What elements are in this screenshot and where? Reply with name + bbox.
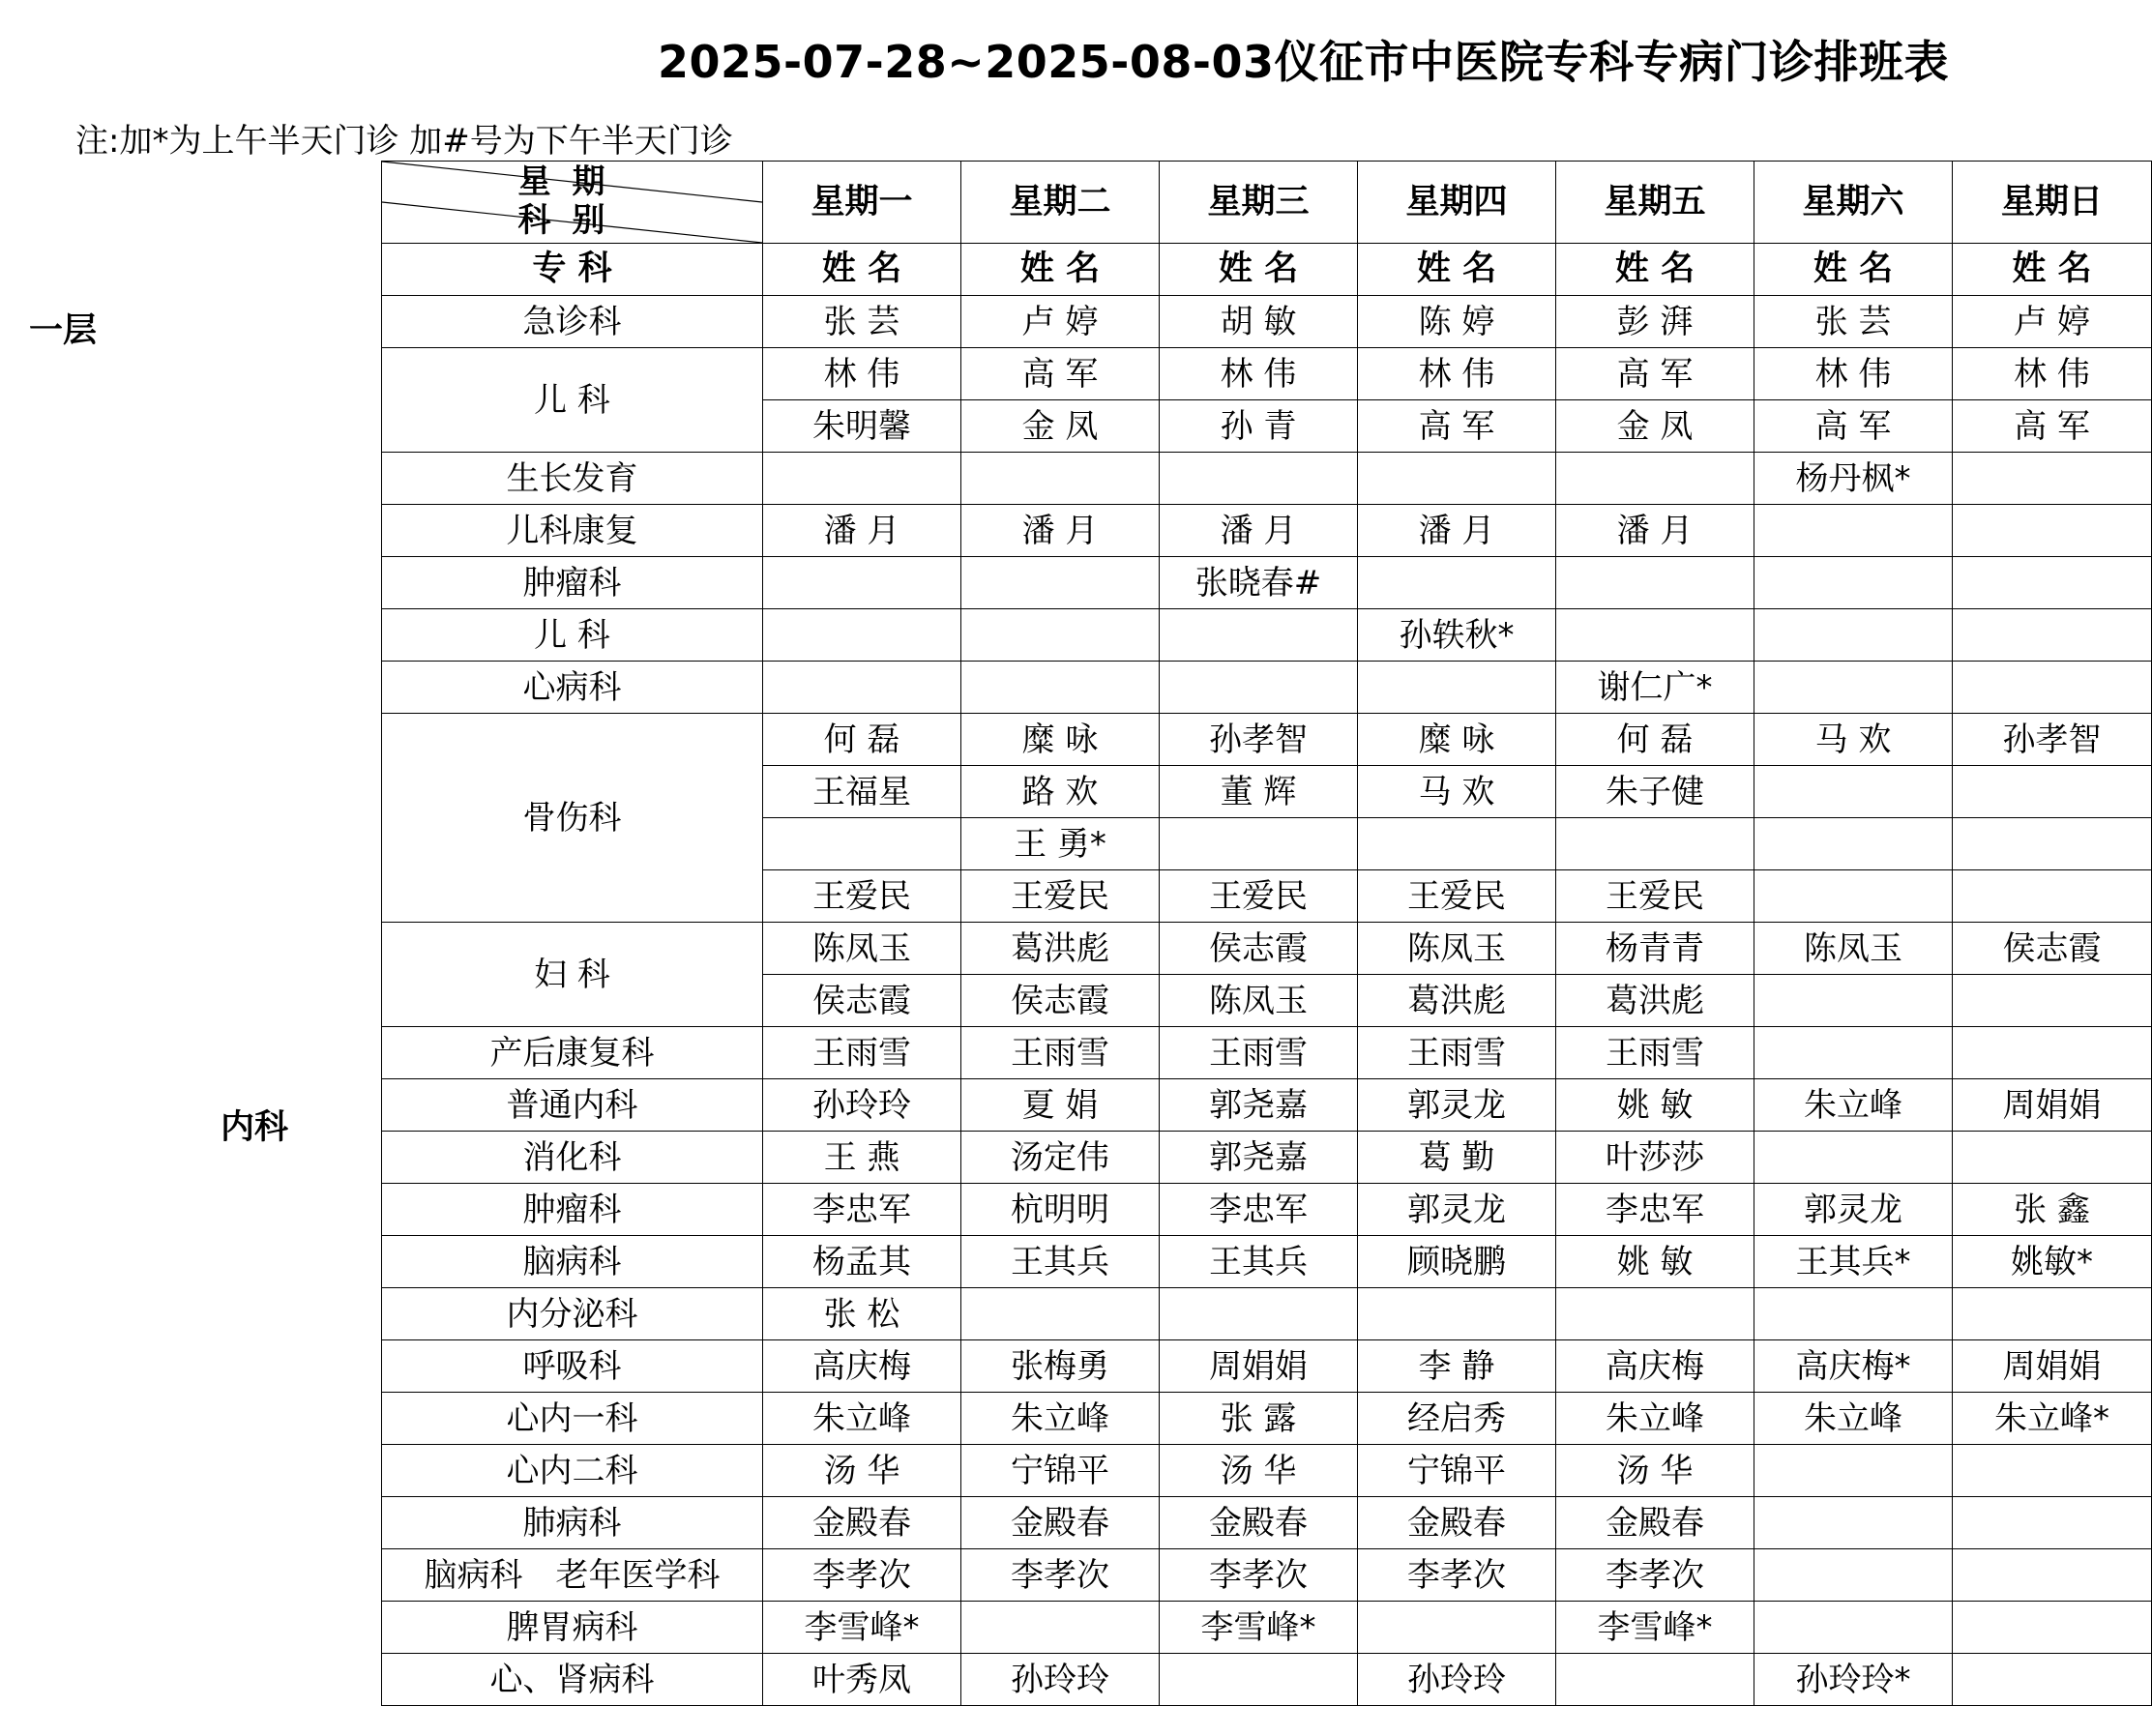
- schedule-table: [381, 161, 2152, 1706]
- doctor-cell: 彭 湃: [1556, 296, 1754, 348]
- doctor-cell: 朱立峰: [763, 1393, 961, 1445]
- doctor-cell: [1556, 1654, 1754, 1706]
- doctor-cell: 王雨雪: [763, 1027, 961, 1079]
- doctor-cell: 高 军: [961, 348, 1160, 400]
- table-row: [382, 1340, 2152, 1393]
- doctor-cell: 李雪峰*: [763, 1602, 961, 1654]
- doctor-cell: [961, 557, 1160, 609]
- doctor-cell: 汤定伟: [961, 1132, 1160, 1184]
- doctor-cell: [961, 453, 1160, 505]
- doctor-cell: 王爱民: [763, 870, 961, 923]
- doctor-cell: 张 松: [763, 1288, 961, 1340]
- doctor-cell: 孙玲玲: [1358, 1654, 1556, 1706]
- doctor-cell: 李忠军: [1160, 1184, 1358, 1236]
- doctor-cell: 张 芸: [1754, 296, 1953, 348]
- department-cell: 急诊科: [382, 296, 763, 348]
- name-header: 姓 名: [1358, 244, 1556, 296]
- doctor-cell: 杭明明: [961, 1184, 1160, 1236]
- doctor-cell: 李忠军: [1556, 1184, 1754, 1236]
- doctor-cell: [961, 1288, 1160, 1340]
- doctor-cell: [1953, 818, 2152, 870]
- doctor-cell: 孙孝智: [1953, 714, 2152, 766]
- doctor-cell: [763, 453, 961, 505]
- doctor-cell: [1160, 609, 1358, 662]
- doctor-cell: 王雨雪: [1358, 1027, 1556, 1079]
- doctor-cell: [1754, 1027, 1953, 1079]
- doctor-cell: 周娟娟: [1160, 1340, 1358, 1393]
- doctor-cell: 高 军: [1754, 400, 1953, 453]
- header-row: [382, 162, 2152, 244]
- department-cell: 心、肾病科: [382, 1654, 763, 1706]
- doctor-cell: [1754, 1132, 1953, 1184]
- doctor-cell: 路 欢: [961, 766, 1160, 818]
- doctor-cell: 夏 娟: [961, 1079, 1160, 1132]
- name-header: 姓 名: [1160, 244, 1358, 296]
- department-cell: 脑病科 老年医学科: [382, 1549, 763, 1602]
- doctor-cell: [1754, 1549, 1953, 1602]
- doctor-cell: 李忠军: [763, 1184, 961, 1236]
- doctor-cell: 金殿春: [1358, 1497, 1556, 1549]
- doctor-cell: [1358, 662, 1556, 714]
- doctor-cell: 周娟娟: [1953, 1079, 2152, 1132]
- doctor-cell: [1358, 1288, 1556, 1340]
- doctor-cell: [1556, 1288, 1754, 1340]
- doctor-cell: 王爱民: [1556, 870, 1754, 923]
- doctor-cell: 王爱民: [1160, 870, 1358, 923]
- doctor-cell: 侯志霞: [961, 975, 1160, 1027]
- section-label: 内科: [221, 1108, 289, 1147]
- doctor-cell: [1953, 1497, 2152, 1549]
- doctor-cell: 李孝次: [961, 1549, 1160, 1602]
- doctor-cell: 王其兵: [961, 1236, 1160, 1288]
- doctor-cell: 高 军: [1953, 400, 2152, 453]
- doctor-cell: 王其兵*: [1754, 1236, 1953, 1288]
- doctor-cell: 李雪峰*: [1160, 1602, 1358, 1654]
- doctor-cell: [1953, 557, 2152, 609]
- doctor-cell: 王爱民: [1358, 870, 1556, 923]
- doctor-cell: 侯志霞: [763, 975, 961, 1027]
- table-row: [382, 505, 2152, 557]
- doctor-cell: [1754, 766, 1953, 818]
- doctor-cell: 经启秀: [1358, 1393, 1556, 1445]
- doctor-cell: 高庆梅: [763, 1340, 961, 1393]
- doctor-cell: 孙孝智: [1160, 714, 1358, 766]
- doctor-cell: 马 欢: [1754, 714, 1953, 766]
- corner-department-label: 科别: [517, 201, 627, 240]
- doctor-cell: [1754, 1497, 1953, 1549]
- doctor-cell: 董 辉: [1160, 766, 1358, 818]
- doctor-cell: 潘 月: [1160, 505, 1358, 557]
- doctor-cell: [1358, 1602, 1556, 1654]
- doctor-cell: 葛洪彪: [1556, 975, 1754, 1027]
- day-header-fri: 星期五: [1556, 162, 1754, 244]
- doctor-cell: [1160, 453, 1358, 505]
- doctor-cell: [1953, 975, 2152, 1027]
- doctor-cell: 高庆梅*: [1754, 1340, 1953, 1393]
- doctor-cell: [1953, 1288, 2152, 1340]
- doctor-cell: [1754, 609, 1953, 662]
- table-row: [382, 1497, 2152, 1549]
- table-row: [382, 662, 2152, 714]
- subheader-row: [382, 244, 2152, 296]
- doctor-cell: 姚敏*: [1953, 1236, 2152, 1288]
- doctor-cell: 朱明馨: [763, 400, 961, 453]
- doctor-cell: [763, 818, 961, 870]
- doctor-cell: 顾晓鹏: [1358, 1236, 1556, 1288]
- doctor-cell: 姚 敏: [1556, 1079, 1754, 1132]
- doctor-cell: 何 磊: [763, 714, 961, 766]
- doctor-cell: [1754, 870, 1953, 923]
- doctor-cell: [763, 609, 961, 662]
- department-cell: 骨伤科: [382, 714, 763, 923]
- doctor-cell: 陈凤玉: [1358, 923, 1556, 975]
- table-row: [382, 923, 2152, 975]
- department-cell: 妇 科: [382, 923, 763, 1027]
- legend-note: 注:加*为上午半天门诊 加#号为下午半天门诊: [75, 122, 733, 161]
- name-header: 姓 名: [1754, 244, 1953, 296]
- doctor-cell: [1953, 1027, 2152, 1079]
- doctor-cell: 胡 敏: [1160, 296, 1358, 348]
- doctor-cell: 郭尧嘉: [1160, 1079, 1358, 1132]
- doctor-cell: 糜 咏: [1358, 714, 1556, 766]
- doctor-cell: 高庆梅: [1556, 1340, 1754, 1393]
- doctor-cell: 王 燕: [763, 1132, 961, 1184]
- table-row: [382, 1132, 2152, 1184]
- specialty-header: 专 科: [382, 244, 763, 296]
- doctor-cell: 杨青青: [1556, 923, 1754, 975]
- doctor-cell: [1754, 975, 1953, 1027]
- department-cell: 呼吸科: [382, 1340, 763, 1393]
- department-cell: 儿 科: [382, 348, 763, 453]
- doctor-cell: 卢 婷: [1953, 296, 2152, 348]
- day-header-mon: 星期一: [763, 162, 961, 244]
- page-title: 2025-07-28~2025-08-03仪征市中医院专科专病门诊排班表: [658, 36, 1950, 88]
- doctor-cell: 王 勇*: [961, 818, 1160, 870]
- doctor-cell: [1556, 609, 1754, 662]
- department-cell: 产后康复科: [382, 1027, 763, 1079]
- department-cell: 脾胃病科: [382, 1602, 763, 1654]
- table-row: [382, 1079, 2152, 1132]
- doctor-cell: [1754, 557, 1953, 609]
- doctor-cell: 王雨雪: [1160, 1027, 1358, 1079]
- doctor-cell: [1358, 557, 1556, 609]
- doctor-cell: 叶莎莎: [1556, 1132, 1754, 1184]
- doctor-cell: 金 凤: [961, 400, 1160, 453]
- doctor-cell: 张 芸: [763, 296, 961, 348]
- doctor-cell: 孙玲玲: [961, 1654, 1160, 1706]
- doctor-cell: [1953, 870, 2152, 923]
- department-cell: 脑病科: [382, 1236, 763, 1288]
- doctor-cell: 朱立峰*: [1953, 1393, 2152, 1445]
- table-row: [382, 557, 2152, 609]
- doctor-cell: [961, 1602, 1160, 1654]
- doctor-cell: [1556, 453, 1754, 505]
- doctor-cell: 潘 月: [763, 505, 961, 557]
- doctor-cell: 林 伟: [1160, 348, 1358, 400]
- department-cell: 心内二科: [382, 1445, 763, 1497]
- doctor-cell: 李孝次: [763, 1549, 961, 1602]
- doctor-cell: [1556, 818, 1754, 870]
- doctor-cell: 葛 勤: [1358, 1132, 1556, 1184]
- department-cell: 肿瘤科: [382, 1184, 763, 1236]
- doctor-cell: 侯志霞: [1953, 923, 2152, 975]
- doctor-cell: [1556, 557, 1754, 609]
- doctor-cell: 马 欢: [1358, 766, 1556, 818]
- table-row: [382, 1602, 2152, 1654]
- name-header: 姓 名: [1556, 244, 1754, 296]
- doctor-cell: [1953, 766, 2152, 818]
- doctor-cell: 王其兵: [1160, 1236, 1358, 1288]
- doctor-cell: 叶秀凤: [763, 1654, 961, 1706]
- doctor-cell: [1953, 1549, 2152, 1602]
- doctor-cell: [1953, 1654, 2152, 1706]
- doctor-cell: 汤 华: [763, 1445, 961, 1497]
- doctor-cell: 张 鑫: [1953, 1184, 2152, 1236]
- doctor-cell: 王福星: [763, 766, 961, 818]
- doctor-cell: 高 军: [1556, 348, 1754, 400]
- doctor-cell: [961, 609, 1160, 662]
- doctor-cell: 宁锦平: [961, 1445, 1160, 1497]
- doctor-cell: 汤 华: [1160, 1445, 1358, 1497]
- day-header-sat: 星期六: [1754, 162, 1953, 244]
- table-row: [382, 1288, 2152, 1340]
- table-row: [382, 1549, 2152, 1602]
- doctor-cell: 孙玲玲*: [1754, 1654, 1953, 1706]
- department-cell: 生长发育: [382, 453, 763, 505]
- doctor-cell: [1754, 662, 1953, 714]
- doctor-cell: [1953, 662, 2152, 714]
- doctor-cell: [1953, 609, 2152, 662]
- doctor-cell: [1160, 1654, 1358, 1706]
- doctor-cell: 高 军: [1358, 400, 1556, 453]
- doctor-cell: 孙轶秋*: [1358, 609, 1556, 662]
- doctor-cell: 朱立峰: [1754, 1079, 1953, 1132]
- day-header-tue: 星期二: [961, 162, 1160, 244]
- department-cell: 心病科: [382, 662, 763, 714]
- doctor-cell: 林 伟: [763, 348, 961, 400]
- doctor-cell: 张梅勇: [961, 1340, 1160, 1393]
- doctor-cell: 潘 月: [1556, 505, 1754, 557]
- doctor-cell: 张 露: [1160, 1393, 1358, 1445]
- corner-weekday-label: 星期: [517, 162, 627, 201]
- department-cell: 肺病科: [382, 1497, 763, 1549]
- department-cell: 消化科: [382, 1132, 763, 1184]
- doctor-cell: 郭灵龙: [1358, 1079, 1556, 1132]
- doctor-cell: 孙 青: [1160, 400, 1358, 453]
- table-row: [382, 296, 2152, 348]
- table-row: [382, 348, 2152, 400]
- doctor-cell: 陈凤玉: [1160, 975, 1358, 1027]
- doctor-cell: 卢 婷: [961, 296, 1160, 348]
- doctor-cell: 朱立峰: [1754, 1393, 1953, 1445]
- doctor-cell: 王爱民: [961, 870, 1160, 923]
- doctor-cell: 林 伟: [1953, 348, 2152, 400]
- doctor-cell: [763, 662, 961, 714]
- doctor-cell: 杨丹枫*: [1754, 453, 1953, 505]
- doctor-cell: [1160, 662, 1358, 714]
- table-row: [382, 714, 2152, 766]
- name-header: 姓 名: [1953, 244, 2152, 296]
- doctor-cell: 李雪峰*: [1556, 1602, 1754, 1654]
- doctor-cell: 李孝次: [1160, 1549, 1358, 1602]
- doctor-cell: 郭尧嘉: [1160, 1132, 1358, 1184]
- day-header-wed: 星期三: [1160, 162, 1358, 244]
- department-cell: 内分泌科: [382, 1288, 763, 1340]
- name-header: 姓 名: [763, 244, 961, 296]
- doctor-cell: 郭灵龙: [1754, 1184, 1953, 1236]
- doctor-cell: 金 凤: [1556, 400, 1754, 453]
- day-header-thu: 星期四: [1358, 162, 1556, 244]
- doctor-cell: [1160, 1288, 1358, 1340]
- table-row: [382, 1184, 2152, 1236]
- doctor-cell: 侯志霞: [1160, 923, 1358, 975]
- doctor-cell: [1953, 1445, 2152, 1497]
- doctor-cell: 王雨雪: [1556, 1027, 1754, 1079]
- doctor-cell: 孙玲玲: [763, 1079, 961, 1132]
- doctor-cell: [1953, 1602, 2152, 1654]
- doctor-cell: [1160, 818, 1358, 870]
- doctor-cell: 陈凤玉: [763, 923, 961, 975]
- table-row: [382, 453, 2152, 505]
- doctor-cell: [961, 662, 1160, 714]
- name-header: 姓 名: [961, 244, 1160, 296]
- doctor-cell: [763, 557, 961, 609]
- department-cell: 心内一科: [382, 1393, 763, 1445]
- doctor-cell: 金殿春: [763, 1497, 961, 1549]
- doctor-cell: 谢仁广*: [1556, 662, 1754, 714]
- doctor-cell: 姚 敏: [1556, 1236, 1754, 1288]
- department-cell: 儿 科: [382, 609, 763, 662]
- day-header-sun: 星期日: [1953, 162, 2152, 244]
- doctor-cell: 陈 婷: [1358, 296, 1556, 348]
- doctor-cell: 金殿春: [961, 1497, 1160, 1549]
- doctor-cell: 糜 咏: [961, 714, 1160, 766]
- doctor-cell: 郭灵龙: [1358, 1184, 1556, 1236]
- doctor-cell: 金殿春: [1160, 1497, 1358, 1549]
- doctor-cell: 朱立峰: [961, 1393, 1160, 1445]
- doctor-cell: 张晓春#: [1160, 557, 1358, 609]
- doctor-cell: 朱子健: [1556, 766, 1754, 818]
- doctor-cell: 李 静: [1358, 1340, 1556, 1393]
- doctor-cell: 潘 月: [1358, 505, 1556, 557]
- table-row: [382, 1654, 2152, 1706]
- doctor-cell: 李孝次: [1556, 1549, 1754, 1602]
- table-row: [382, 1236, 2152, 1288]
- doctor-cell: [1754, 505, 1953, 557]
- table-row: [382, 1027, 2152, 1079]
- department-cell: 肿瘤科: [382, 557, 763, 609]
- doctor-cell: [1358, 453, 1556, 505]
- doctor-cell: 潘 月: [961, 505, 1160, 557]
- doctor-cell: 林 伟: [1358, 348, 1556, 400]
- table-row: [382, 1445, 2152, 1497]
- doctor-cell: 朱立峰: [1556, 1393, 1754, 1445]
- doctor-cell: [1754, 818, 1953, 870]
- doctor-cell: 金殿春: [1556, 1497, 1754, 1549]
- doctor-cell: 林 伟: [1754, 348, 1953, 400]
- doctor-cell: 汤 华: [1556, 1445, 1754, 1497]
- table-row: [382, 1393, 2152, 1445]
- corner-cell: [382, 162, 763, 244]
- doctor-cell: 陈凤玉: [1754, 923, 1953, 975]
- doctor-cell: [1754, 1288, 1953, 1340]
- doctor-cell: [1953, 453, 2152, 505]
- doctor-cell: [1953, 1132, 2152, 1184]
- doctor-cell: 杨孟其: [763, 1236, 961, 1288]
- doctor-cell: [1358, 818, 1556, 870]
- doctor-cell: 葛洪彪: [1358, 975, 1556, 1027]
- doctor-cell: 李孝次: [1358, 1549, 1556, 1602]
- department-cell: 儿科康复: [382, 505, 763, 557]
- doctor-cell: [1953, 505, 2152, 557]
- doctor-cell: [1754, 1445, 1953, 1497]
- doctor-cell: 周娟娟: [1953, 1340, 2152, 1393]
- doctor-cell: 何 磊: [1556, 714, 1754, 766]
- department-cell: 普通内科: [382, 1079, 763, 1132]
- doctor-cell: 王雨雪: [961, 1027, 1160, 1079]
- floor-label: 一层: [29, 311, 98, 350]
- doctor-cell: [1754, 1602, 1953, 1654]
- doctor-cell: 宁锦平: [1358, 1445, 1556, 1497]
- table-row: [382, 609, 2152, 662]
- doctor-cell: 葛洪彪: [961, 923, 1160, 975]
